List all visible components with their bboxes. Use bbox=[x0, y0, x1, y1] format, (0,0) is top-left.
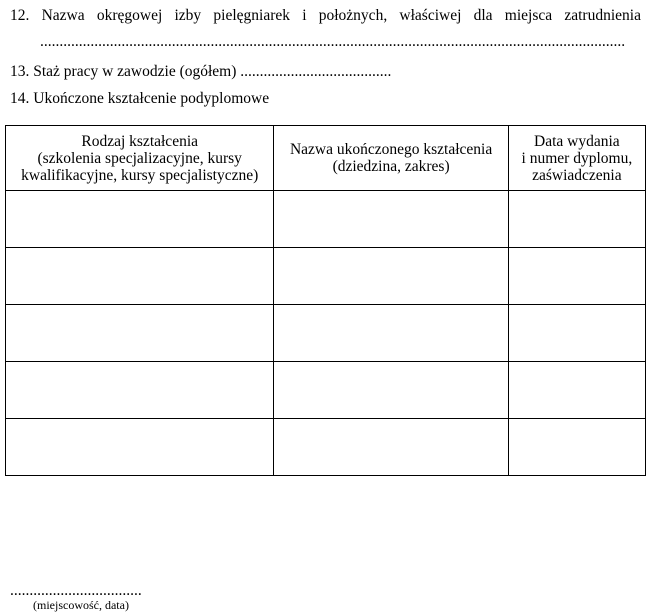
header-diploma-date-number bbox=[508, 126, 645, 191]
table-cell-education-type[interactable] bbox=[6, 362, 274, 419]
table-row bbox=[6, 305, 646, 362]
postgraduate-education-table bbox=[5, 125, 646, 476]
place-date-fill-line[interactable]: .................................. bbox=[10, 582, 142, 599]
item-12-word: położnych, bbox=[318, 7, 388, 24]
table-cell-education-name[interactable] bbox=[274, 305, 508, 362]
table-row bbox=[6, 362, 646, 419]
table-row bbox=[6, 419, 646, 476]
table-cell-diploma[interactable] bbox=[508, 248, 645, 305]
header-line: Nazwa ukończonego kształcenia bbox=[289, 141, 493, 158]
header-line: (dziedzina, zakres) bbox=[332, 158, 450, 175]
header-education-name bbox=[274, 126, 508, 191]
table-cell-education-type[interactable] bbox=[6, 419, 274, 476]
header-line: Rodzaj kształcenia bbox=[81, 132, 199, 150]
table-cell-education-type[interactable] bbox=[6, 191, 274, 248]
table-cell-education-type[interactable] bbox=[6, 305, 274, 362]
table-row bbox=[6, 248, 646, 305]
item-12-word: dla bbox=[473, 7, 493, 24]
table-cell-diploma[interactable] bbox=[508, 362, 645, 419]
item-12-word: Nazwa bbox=[41, 7, 85, 24]
header-line: zaświadczenia bbox=[532, 166, 622, 184]
table-cell-education-type[interactable] bbox=[6, 248, 274, 305]
item-12-word: 12. bbox=[10, 7, 30, 24]
table-cell-education-name[interactable] bbox=[274, 191, 508, 248]
item-12-word: i bbox=[302, 7, 307, 24]
item-14-label: 14. Ukończone kształcenie podyplomowe bbox=[10, 90, 270, 107]
table-cell-education-name[interactable] bbox=[274, 419, 508, 476]
item-13-work-experience[interactable]: 13. Staż pracy w zawodzie (ogółem) ....................................... bbox=[10, 63, 392, 80]
item-12-label bbox=[10, 8, 641, 24]
table-cell-education-name[interactable] bbox=[274, 362, 508, 419]
table-cell-education-name[interactable] bbox=[274, 248, 508, 305]
item-12-fill-line[interactable]: ....................................................................................................................................................... bbox=[40, 33, 626, 50]
item-12-word: miejsca bbox=[504, 7, 553, 24]
item-12-word: izby bbox=[174, 7, 202, 24]
item-12-word: zatrudnienia bbox=[564, 7, 641, 24]
table-cell-diploma[interactable] bbox=[508, 419, 645, 476]
header-education-type bbox=[6, 126, 274, 191]
header-line: Data wydania bbox=[534, 132, 620, 150]
place-date-caption: (miejscowość, data) bbox=[33, 598, 129, 612]
table-cell-diploma[interactable] bbox=[508, 191, 645, 248]
table-row bbox=[6, 191, 646, 248]
header-line: i numer dyplomu, bbox=[521, 149, 633, 167]
table-cell-diploma[interactable] bbox=[508, 305, 645, 362]
header-line: kwalifikacyjne, kursy specjalistyczne) bbox=[21, 166, 259, 184]
header-line: (szkolenia specjalizacyjne, kursy bbox=[37, 149, 242, 167]
table-header-row bbox=[6, 126, 646, 191]
item-12-word: pielęgniarek bbox=[213, 7, 290, 24]
item-12-word: okręgowej bbox=[96, 7, 163, 24]
item-12-word: właściwej bbox=[399, 7, 462, 24]
